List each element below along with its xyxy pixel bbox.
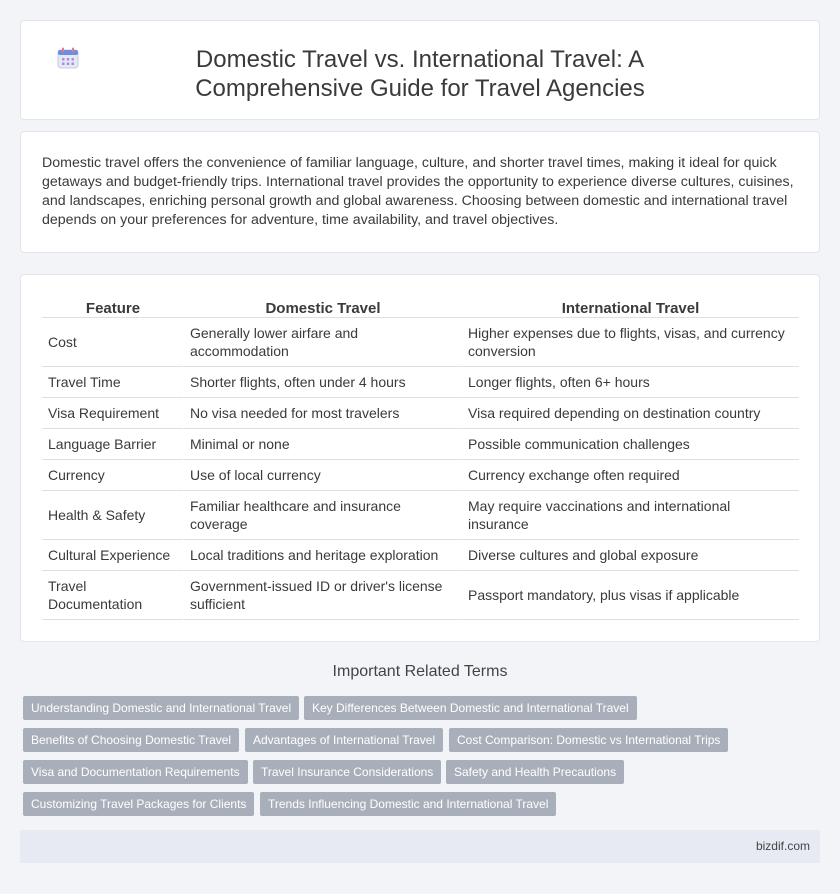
related-terms-title: Important Related Terms <box>332 663 508 680</box>
intro-paragraph: Domestic travel offers the convenience of familiar language, culture, and shorter travel times, making it ideal for quick getaways and budget-friendly trips. International travel provides the opportunity to experience diverse cultures, cuisines, and landscapes, enriching personal growth and global awareness. Choosing between domestic and international travel depends on your preferences for adventure, time availability, and travel objectives. <box>42 155 794 228</box>
related-tag[interactable]: Trends Influencing Domestic and International Travel <box>260 792 556 816</box>
related-tag[interactable]: Customizing Travel Packages for Clients <box>23 792 254 816</box>
table-cell: Currency exchange often required <box>462 460 799 491</box>
table-row <box>42 318 799 367</box>
table-cell: Higher expenses due to flights, visas, and currency conversion <box>462 318 799 367</box>
intro-card <box>20 131 820 253</box>
table-cell: Longer flights, often 6+ hours <box>462 367 799 398</box>
table-cell: Visa Requirement <box>42 398 184 429</box>
table-row <box>42 571 799 620</box>
related-tag[interactable]: Cost Comparison: Domestic vs International Trips <box>449 728 728 752</box>
table-header-row <box>42 297 799 318</box>
table-cell: May require vaccinations and international insurance <box>462 491 799 540</box>
table-cell: Familiar healthcare and insurance coverage <box>184 491 462 540</box>
comparison-table <box>42 297 799 620</box>
related-tag[interactable]: Key Differences Between Domestic and International Travel <box>304 696 637 720</box>
table-cell: Shorter flights, often under 4 hours <box>184 367 462 398</box>
table-cell: Minimal or none <box>184 429 462 460</box>
table-cell: Travel Time <box>42 367 184 398</box>
table-cell: Travel Documentation <box>42 571 184 620</box>
table-cell: Visa required depending on destination country <box>462 398 799 429</box>
related-tag[interactable]: Safety and Health Precautions <box>446 760 624 784</box>
table-cell: Passport mandatory, plus visas if applicable <box>462 571 799 620</box>
column-header-feature: Feature <box>42 297 184 318</box>
table-row <box>42 429 799 460</box>
table-row <box>42 491 799 540</box>
table-row <box>42 367 799 398</box>
table-cell: Currency <box>42 460 184 491</box>
table-row <box>42 398 799 429</box>
related-tag[interactable]: Benefits of Choosing Domestic Travel <box>23 728 239 752</box>
table-cell: Generally lower airfare and accommodation <box>184 318 462 367</box>
header-card <box>20 20 820 120</box>
related-tag[interactable]: Visa and Documentation Requirements <box>23 760 248 784</box>
column-header-international: International Travel <box>462 297 799 318</box>
comparison-table-card <box>20 274 820 642</box>
page-title: Domestic Travel vs. International Travel: A Comprehensive Guide for Travel Agencies <box>195 46 645 102</box>
table-cell: Cultural Experience <box>42 540 184 571</box>
footer <box>20 830 820 863</box>
table-row <box>42 460 799 491</box>
table-cell: Diverse cultures and global exposure <box>462 540 799 571</box>
related-tag[interactable]: Advantages of International Travel <box>245 728 443 752</box>
table-cell: Cost <box>42 318 184 367</box>
table-cell: Possible communication challenges <box>462 429 799 460</box>
column-header-domestic: Domestic Travel <box>184 297 462 318</box>
table-cell: Language Barrier <box>42 429 184 460</box>
table-cell: Local traditions and heritage exploration <box>184 540 462 571</box>
related-tag[interactable]: Travel Insurance Considerations <box>253 760 441 784</box>
table-cell: Use of local currency <box>184 460 462 491</box>
footer-site-link[interactable]: bizdif.com <box>755 839 810 853</box>
related-tag[interactable]: Understanding Domestic and International Travel <box>23 696 299 720</box>
table-cell: Health & Safety <box>42 491 184 540</box>
table-cell: Government-issued ID or driver's license sufficient <box>184 571 462 620</box>
table-cell: No visa needed for most travelers <box>184 398 462 429</box>
table-row <box>42 540 799 571</box>
